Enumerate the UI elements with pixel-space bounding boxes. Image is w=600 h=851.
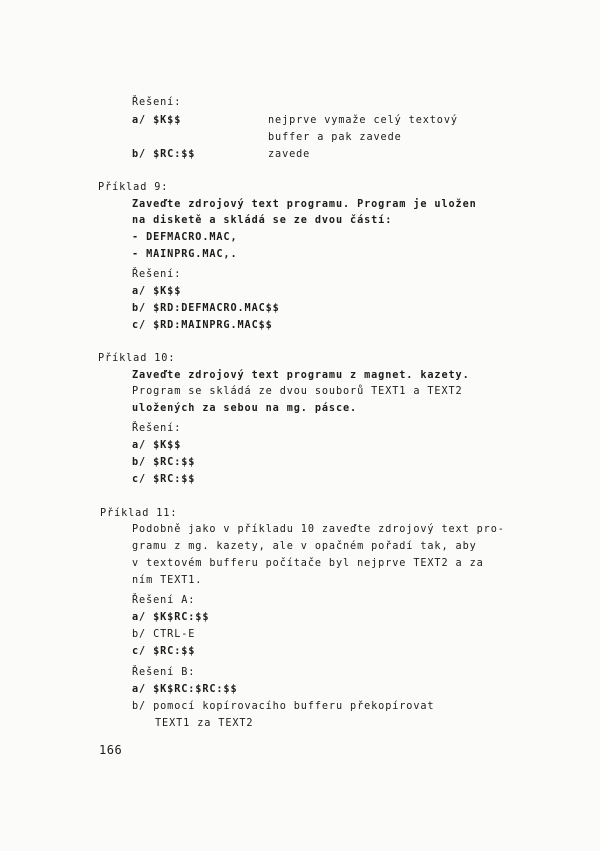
example-10-step: c/ $RC:$$ xyxy=(132,474,196,485)
example-9-step: b/ $RD:DEFMACRO.MAC$$ xyxy=(132,303,280,314)
example-11-step-a: a/ $K$RC:$$ xyxy=(132,612,210,623)
example-11-reseni-b-label: Řešení B: xyxy=(132,667,196,678)
example-11-task-line: v textovém bufferu počítače byl nejprve TEXT2 a za xyxy=(132,558,484,569)
example-10-task-line: Program se skládá ze dvou souborů TEXT1 a TEXT2 xyxy=(132,386,463,397)
step-a-desc-line1: nejprve vymaže celý textový xyxy=(268,115,458,126)
step-b-desc: zavede xyxy=(268,149,311,160)
example-11-reseni-a-label: Řešení A: xyxy=(132,595,196,606)
reseni-label: Řešení: xyxy=(132,97,182,108)
example-10-step: b/ $RC:$$ xyxy=(132,457,196,468)
example-11-step-b: b/ pomocí kopírovacího bufferu překopírovat xyxy=(132,701,435,712)
example-9-heading: Příklad 9: xyxy=(98,182,169,193)
example-11-step-a: b/ CTRL-E xyxy=(132,629,196,640)
example-10-task-line: Zaveďte zdrojový text programu z magnet. kazety. xyxy=(132,370,470,381)
example-11-task-line: ním TEXT1. xyxy=(132,575,203,586)
example-9-step: c/ $RD:MAINPRG.MAC$$ xyxy=(132,320,273,331)
page-number: 166 xyxy=(99,743,123,757)
example-11-step-a: c/ $RC:$$ xyxy=(132,646,196,657)
example-11-step-b: a/ $K$RC:$RC:$$ xyxy=(132,684,238,695)
example-9-task-line: - MAINPRG.MAC,. xyxy=(132,249,238,260)
example-11-task-line: Podobně jako v příkladu 10 zaveďte zdrojový text pro- xyxy=(132,524,505,535)
example-11-heading: Příklad 11: xyxy=(100,508,178,519)
example-10-step: a/ $K$$ xyxy=(132,440,182,451)
example-10-heading: Příklad 10: xyxy=(98,353,176,364)
step-a-code: a/ $K$$ xyxy=(132,115,182,126)
example-9-step: a/ $K$$ xyxy=(132,286,182,297)
example-9-reseni-label: Řešení: xyxy=(132,269,182,280)
example-9-task-line: Zaveďte zdrojový text programu. Program je uložen xyxy=(132,199,477,210)
example-9-task-line: na disketě a skládá se ze dvou částí: xyxy=(132,215,393,226)
example-10-reseni-label: Řešení: xyxy=(132,423,182,434)
example-11-task-line: gramu z mg. kazety, ale v opačném pořadí tak, aby xyxy=(132,541,477,552)
step-a-desc-line2: buffer a pak zavede xyxy=(268,132,402,143)
example-9-task-line: - DEFMACRO.MAC, xyxy=(132,232,238,243)
example-11-step-b-continuation: TEXT1 za TEXT2 xyxy=(155,718,254,729)
example-10-task-line: uložených za sebou na mg. pásce. xyxy=(132,403,358,414)
step-b-code: b/ $RC:$$ xyxy=(132,149,196,160)
